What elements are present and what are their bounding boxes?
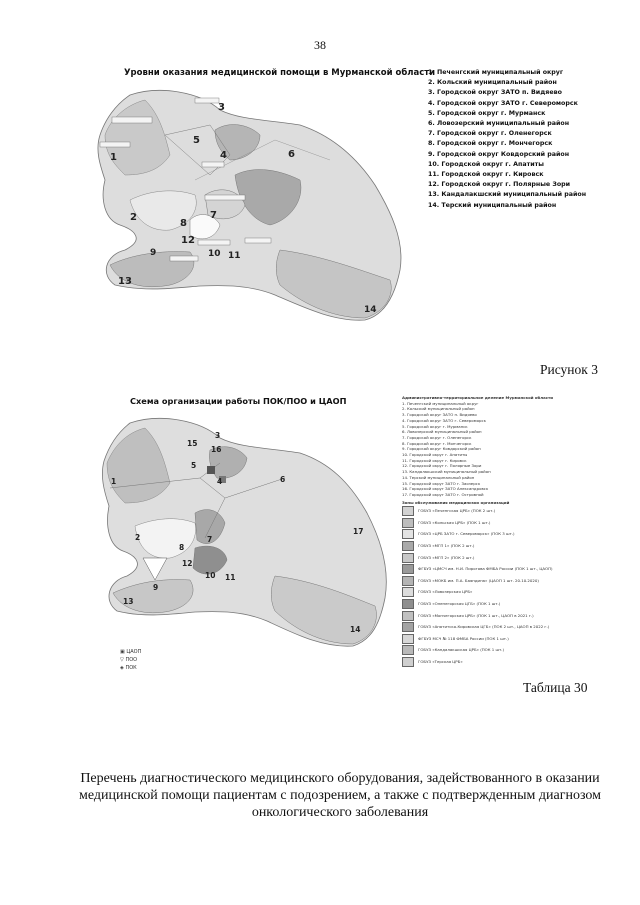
map2-region-6: 6 xyxy=(280,475,286,484)
map2-legend xyxy=(402,395,553,668)
map2-region-16: 16 xyxy=(211,445,222,454)
map2-symbol-pok: ◈ ПОК xyxy=(120,665,137,671)
zone-label: ГОБУЗ «МГП 1» (ПОК 2 шт.) xyxy=(418,543,475,549)
zone-row xyxy=(402,563,553,575)
zone-label: ГОБУЗ «Оленегорская ЦГБ» (ПОК 1 шт.) xyxy=(418,601,501,607)
map2-legend-item: 13. Кандалакшский муниципальный район xyxy=(402,469,491,475)
map1-region-6: 6 xyxy=(288,149,295,160)
map2-legend-item: 12. Городской округ г. Полярные Зори xyxy=(402,463,482,469)
map2-region-5: 5 xyxy=(191,461,197,470)
triangle-icon: ▽ xyxy=(120,657,124,663)
zone-row xyxy=(402,529,553,541)
zone-swatch xyxy=(402,599,414,609)
map1-legend-item: 4. Городской округ ЗАТО г. Североморск xyxy=(428,99,578,107)
map2-region-7: 7 xyxy=(207,535,213,544)
map2-image xyxy=(95,408,400,650)
map1-legend-item: 5. Городской округ г. Мурманск xyxy=(428,109,546,117)
map2-region-17: 17 xyxy=(353,527,364,536)
map2-zones-list xyxy=(402,505,553,667)
map2-title: Схема организации работы ПОК/ПОО и ЦАОП xyxy=(130,396,347,406)
map2-region-15: 15 xyxy=(187,439,198,448)
zone-swatch xyxy=(402,622,414,632)
map1-legend-item: 7. Городской округ г. Оленегорск xyxy=(428,130,552,138)
map1-legend-item: 14. Терский муниципальный район xyxy=(428,201,557,209)
zone-row xyxy=(402,505,553,517)
map2-legend-item: 8. Городской округ г. Мончегорск xyxy=(402,440,472,446)
map2-legend-item: 5. Городской округ г. Мурманск xyxy=(402,423,468,429)
table-caption: Таблица 30 xyxy=(523,680,588,695)
map2-region-10: 10 xyxy=(205,571,216,580)
map2-symbol-cao: ▣ ЦАОП xyxy=(120,649,142,655)
map2-legend-item: 1. Печенгский муниципальный округ xyxy=(402,400,479,406)
map2-region-14: 14 xyxy=(350,625,361,634)
map2-region-11: 11 xyxy=(225,573,236,582)
map2-legend-item: 2. Кольский муниципальный район xyxy=(402,406,475,412)
zone-swatch xyxy=(402,657,414,667)
map2-legend-item: 16. Городской округ ЗАТО Александровск xyxy=(402,486,489,492)
map1-region-1: 1 xyxy=(110,152,117,163)
map1-region-9: 9 xyxy=(150,248,157,258)
map2-symbol-poo: ▽ ПОО xyxy=(120,657,138,663)
zone-swatch xyxy=(402,518,414,528)
map2-region-12: 12 xyxy=(182,559,193,568)
zone-label: ГОБУЗ «МОКБ им. П.А. Баяндина» (ЦАОП 1 шт. 20.10.2020) xyxy=(418,577,539,583)
map2-region-1: 1 xyxy=(111,477,117,486)
zone-label: ФГБУЗ «ЦМСЧ им. Н.И. Пирогова ФМБА России (ПОК 1 шт., ЦАОП) xyxy=(418,566,553,572)
diamond-icon: ◈ xyxy=(120,665,124,671)
zone-label: ГОБУЗ «Кандалакшская ЦРБ» (ПОК 1 шт.) xyxy=(418,647,505,653)
zone-label: ФГБУЗ МСЧ № 118 ФМБА России (ПОК 1 шт.) xyxy=(418,635,509,641)
zone-label: ГОБУЗ «Апатитско-Кировская ЦГБ» (ПОК 2 шт., ЦАОП в 2022 г.) xyxy=(418,624,550,630)
map2-legend-item: 15. Городской округ ЗАТО г. Заозерск xyxy=(402,480,481,486)
zone-row xyxy=(402,656,553,668)
zone-row xyxy=(402,540,553,552)
map1-legend-item: 12. Городской округ г. Полярные Зори xyxy=(428,181,571,189)
map1-legend-item: 11. Городской округ г. Кировск xyxy=(428,171,544,179)
map1-legend-item: 1. Печенгский муниципальный округ xyxy=(428,69,564,76)
map1-region-4: 4 xyxy=(220,150,227,161)
zone-row xyxy=(402,552,553,564)
zone-label: ГОБУЗ «Ловозерская ЦРБ» xyxy=(418,589,473,595)
map1-region-8: 8 xyxy=(180,218,187,229)
map2-legend-item: 17. Городской округ ЗАТО г. Островной xyxy=(402,491,484,497)
map2-legend-item: 6. Ловозерский муниципальный район xyxy=(402,429,482,435)
map1-legend-item: 9. Городской округ Ковдорский район xyxy=(428,150,570,158)
map2-legend-header: Административно-территориальное деление Мурманской области xyxy=(402,395,553,400)
zone-label: ГОБУЗ «Печенгская ЦРБ» (ПОК 2 шт.) xyxy=(418,508,496,514)
zone-swatch xyxy=(402,611,414,621)
zone-swatch xyxy=(402,553,414,563)
zone-swatch xyxy=(402,506,414,516)
zone-row xyxy=(402,644,553,656)
section-heading: Перечень диагностического медицинского оборудования, задействованного в оказании медицинской помощи пациентам с подозрением, а также с подтвержденным диагнозом онкологического заболевания xyxy=(79,771,601,820)
square-icon: ▣ xyxy=(120,649,125,655)
map2-region-9: 9 xyxy=(153,583,159,592)
zone-row xyxy=(402,517,553,529)
zone-label: ГОБУЗ «Мончегорская ЦРБ» (ПОК 1 шт., ЦАОП в 2021 г.) xyxy=(418,612,534,618)
zone-row xyxy=(402,598,553,610)
zone-row xyxy=(402,610,553,622)
map1-region-2: 2 xyxy=(130,212,137,223)
map1-legend-item: 3. Городской округ ЗАТО п. Видяево xyxy=(428,89,562,97)
map1-legend-item: 2. Кольский муниципальный район xyxy=(428,79,557,87)
map2-region-2: 2 xyxy=(135,533,141,542)
zone-row xyxy=(402,621,553,633)
zone-swatch xyxy=(402,587,414,597)
zone-swatch xyxy=(402,645,414,655)
map2-legend-item: 9. Городской округ Ковдорский район xyxy=(402,446,481,452)
map1-legend-item: 10. Городской округ г. Апатиты xyxy=(428,160,544,168)
map1-region-13: 13 xyxy=(118,276,132,287)
map1-region-10: 10 xyxy=(208,249,221,259)
map2-region-13: 13 xyxy=(123,597,134,606)
map1-legend-item: 13. Кандалакшский муниципальный район xyxy=(428,191,587,199)
map1-legend-item: 6. Ловозерский муниципальный район xyxy=(428,120,570,128)
zone-swatch xyxy=(402,529,414,539)
zone-swatch xyxy=(402,564,414,574)
zone-row xyxy=(402,575,553,587)
zone-label: ГОБУЗ «ЦРБ ЗАТО г. Североморск» (ПОК 3 шт.) xyxy=(418,531,515,537)
figure-caption: Рисунок 3 xyxy=(540,362,598,377)
zone-row xyxy=(402,633,553,645)
zone-swatch xyxy=(402,541,414,551)
map2-symbol-legend xyxy=(120,648,141,672)
map1-region-12: 12 xyxy=(181,235,195,246)
map1-region-11: 11 xyxy=(228,251,241,261)
zone-swatch xyxy=(402,576,414,586)
map2-legend-item: 4. Городской округ ЗАТО г. Североморск xyxy=(402,417,486,423)
map2-region-4: 4 xyxy=(217,477,223,486)
map1-legend-item: 8. Городской округ г. Мончегорск xyxy=(428,140,553,148)
map2-legend-item: 11. Городской округ г. Кировск xyxy=(402,457,467,463)
zone-row xyxy=(402,587,553,599)
map1-legend xyxy=(428,68,586,211)
map2-zones-header: Зоны обслуживания медицинских организаций xyxy=(402,499,510,505)
map1-title: Уровни оказания медицинской помощи в Мурманской области xyxy=(124,68,436,78)
map2-legend-item: 10. Городской округ г. Апатиты xyxy=(402,452,468,458)
zone-label: ГОБУЗ «Терская ЦРБ» xyxy=(418,659,463,665)
map2-legend-item: 14. Терский муниципальный район xyxy=(402,474,475,480)
map2-legend-item: 3. Городской округ ЗАТО п. Видяево xyxy=(402,412,477,418)
map1-region-3: 3 xyxy=(218,102,225,113)
map1-image xyxy=(90,80,420,325)
map1-region-7: 7 xyxy=(210,210,217,221)
map2-region-3: 3 xyxy=(215,431,221,440)
zone-swatch xyxy=(402,634,414,644)
zone-label: ГОБУЗ «Кольская ЦРБ» (ПОК 1 шт.) xyxy=(418,519,491,525)
map1-region-14: 14 xyxy=(364,305,377,315)
page-number: 38 xyxy=(314,38,326,52)
map2-legend-item: 7. Городской округ г. Оленегорск xyxy=(402,434,472,440)
map1-region-5: 5 xyxy=(193,135,200,146)
zone-label: ГОБУЗ «МГП 2» (ПОК 2 шт.) xyxy=(418,554,475,560)
map2-region-8: 8 xyxy=(179,543,185,552)
